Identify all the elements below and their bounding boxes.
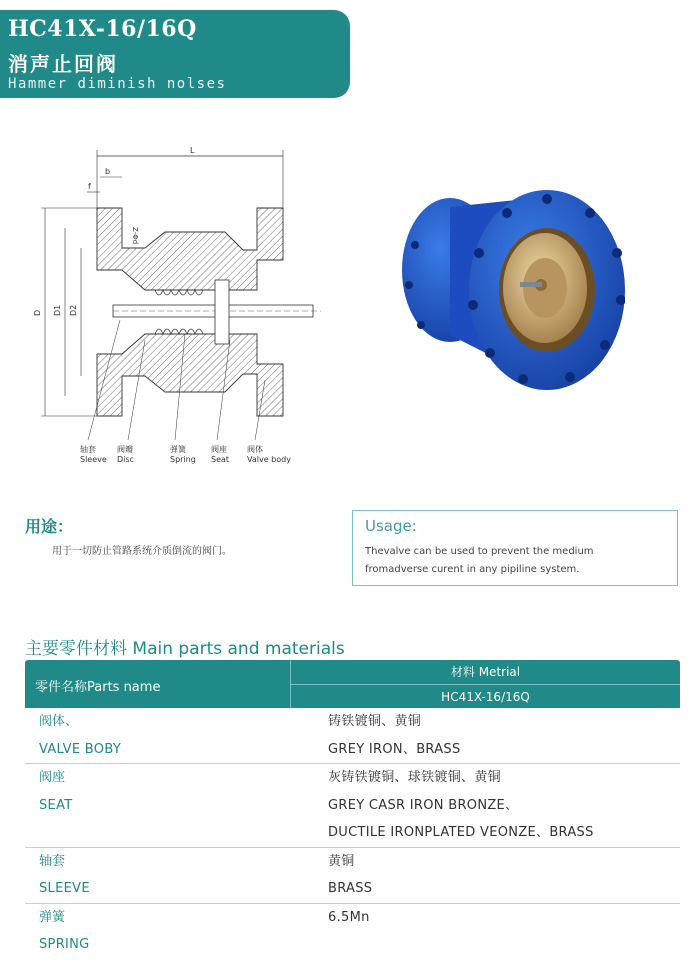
table-row [25, 819, 680, 847]
usage-title-cn: 用途： [25, 517, 74, 536]
part-label-sleeve-en: Sleeve [80, 455, 107, 464]
material-cell: 黄铜 [328, 853, 355, 869]
material-cell: 铸铁镀铜、黄铜 [328, 714, 422, 729]
materials-table [25, 660, 680, 959]
part-name-cell: 阀体、 [39, 714, 79, 729]
part-label-disc-en: Disc [117, 455, 134, 464]
dim-b-label: b [105, 167, 111, 176]
usage-text-cn: 用于一切防止管路系统介质倒流的阀门。 [52, 546, 232, 557]
product-subtitle-en: Hammer diminish nolses [8, 76, 227, 92]
material-cell: 6.5Mn [328, 909, 370, 925]
material-cell: GREY IRON、BRASS [328, 741, 461, 757]
part-label-spring-en: Spring [170, 455, 196, 464]
table-row-group [25, 904, 680, 959]
header-model: HC41X-16/16Q [290, 684, 680, 708]
table-row-group [25, 708, 680, 764]
dim-f-label: f [88, 182, 91, 191]
usage-text-en-line1: Thevalve can be used to prevent the medium [365, 546, 594, 557]
dim-Zd-label: Z-Φd [131, 227, 139, 245]
material-cell: 灰铸铁镀铜、球铁镀铜、黄铜 [328, 770, 501, 785]
material-cell: BRASS [328, 881, 373, 896]
dim-L-label: L [190, 146, 195, 155]
table-row [25, 764, 680, 792]
header-material: 材料 Metrial [290, 660, 680, 684]
product-title-cn: 消声止回阀 [8, 52, 118, 76]
part-label-spring-cn: 弹簧 [170, 445, 186, 454]
materials-section-title: 主要零件材料 Main parts and materials [25, 639, 345, 659]
table-row [25, 792, 680, 820]
dim-D2-label: D2 [69, 304, 78, 316]
table-row-group [25, 848, 680, 904]
part-label-disc-cn: 阀瓣 [117, 445, 133, 454]
header-parts-name: 零件名称Parts name [35, 680, 161, 695]
part-label-body-en: Valve body [247, 455, 291, 464]
table-row [25, 848, 680, 876]
part-label-body-cn: 阀体 [247, 445, 263, 454]
valve-product-image [395, 185, 625, 395]
part-name-cell: 轴套 [39, 853, 66, 869]
part-label-seat-cn: 阀座 [211, 445, 227, 454]
header-banner [0, 10, 350, 98]
part-name-cell: VALVE BOBY [39, 741, 122, 757]
part-label-seat-en: Seat [211, 455, 230, 464]
part-name-cell: SPRING [39, 937, 90, 952]
table-row [25, 736, 680, 764]
dim-D-label: D [33, 309, 42, 316]
dim-D1-label: D1 [53, 304, 62, 316]
table-row [25, 904, 680, 932]
usage-box-en [352, 510, 678, 586]
valve-section-drawing [25, 140, 325, 480]
part-name-cell: SLEEVE [39, 881, 90, 896]
usage-text-en [365, 543, 675, 579]
material-cell: DUCTILE IRONPLATED VEONZE、BRASS [328, 825, 594, 840]
part-label-sleeve-cn: 轴套 [80, 445, 96, 454]
table-row-group [25, 764, 680, 848]
part-name-cell: SEAT [39, 797, 73, 813]
material-cell: GREY CASR IRON BRONZE、 [328, 797, 519, 813]
table-row [25, 931, 680, 959]
usage-title-en: Usage: [365, 517, 417, 535]
model-number: HC41X-16/16Q [8, 16, 197, 42]
part-name-cell: 弹簧 [39, 909, 66, 925]
part-name-cell: 阀座 [39, 770, 66, 785]
usage-text-en-line2: fromadverse curent in any pipiline system. [365, 564, 580, 575]
table-row [25, 708, 680, 736]
materials-table-header [25, 660, 680, 708]
table-row [25, 875, 680, 903]
